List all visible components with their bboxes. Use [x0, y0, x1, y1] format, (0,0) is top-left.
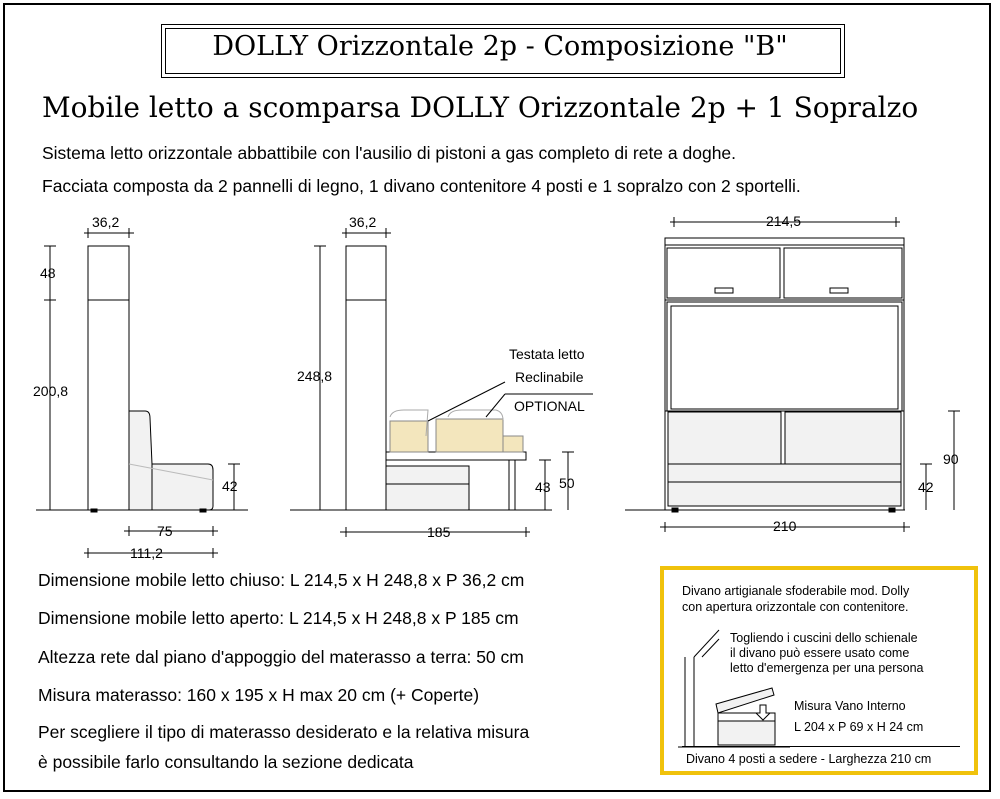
dim-open-depth-total: 185	[427, 524, 451, 540]
info-vano-size: L 204 x P 69 x H 24 cm	[794, 720, 924, 734]
sofa-info-box	[660, 566, 978, 775]
spec-mattress-size: Misura materasso: 160 x 195 x H max 20 cm (+ Coperte)	[38, 685, 480, 705]
spec-bed-height: Altezza rete dal piano d'appoggio del materasso a terra: 50 cm	[38, 647, 524, 667]
dim-open-depth: 36,2	[349, 214, 377, 230]
dim-closed-total-depth: 111,2	[130, 545, 163, 561]
sofa-side-open	[386, 466, 469, 510]
dim-front-width-bottom: 210	[773, 518, 797, 534]
info-note-2: il divano può essere usato come	[730, 646, 910, 660]
page-title: DOLLY Orizzontale 2p - Composizione "B"	[212, 31, 788, 62]
spec-open-size: Dimensione mobile letto aperto: L 214,5 x H 248,8 x P 185 cm	[38, 608, 519, 628]
spec-mattress-note-2: è possibile farlo consultando la sezione dedicata	[38, 752, 414, 772]
dim-closed-sofa-depth: 75	[157, 523, 173, 539]
dim-front-seat-height: 42	[918, 479, 934, 495]
info-note-3: letto d'emergenza per una persona	[730, 661, 924, 675]
dim-closed-top-height: 48	[40, 265, 56, 281]
dim-front-width-top: 214,5	[766, 213, 802, 229]
front-view	[625, 217, 960, 532]
headboard-label-1: Testata letto	[509, 346, 585, 362]
dim-open-height: 248,8	[297, 368, 333, 384]
product-subtitle: Mobile letto a scomparsa DOLLY Orizzontale 2p + 1 Sopralzo	[42, 91, 919, 124]
info-vano-title: Misura Vano Interno	[794, 699, 906, 713]
sofa-side-closed	[129, 411, 213, 510]
info-note-1: Togliendo i cuscini dello schienale	[730, 631, 918, 645]
dim-open-bed-inner: 43	[535, 479, 551, 495]
bed-panel	[667, 302, 902, 411]
sofa-open-sketch	[672, 625, 797, 755]
cabinet-side-open	[346, 246, 386, 510]
cabinet-side-closed	[88, 246, 129, 510]
dim-open-bed-outer: 50	[559, 475, 575, 491]
bed-frame	[386, 452, 526, 460]
info-line-1: Divano artigianale sfoderabile mod. Dolly	[682, 584, 910, 598]
info-footer: Divano 4 posti a sedere - Larghezza 210 cm	[686, 752, 932, 766]
dim-front-back-height: 90	[943, 451, 959, 467]
dim-closed-depth: 36,2	[92, 214, 120, 230]
dim-closed-seat-height: 42	[222, 478, 238, 494]
optional-label: OPTIONAL	[514, 398, 585, 414]
spec-mattress-note-1: Per scegliere il tipo di materasso desiderato e la relativa misura	[38, 722, 530, 742]
dim-closed-body-height: 200,8	[33, 383, 69, 399]
headboard-label-2: Reclinabile	[515, 369, 584, 385]
info-line-2: con apertura orizzontale con contenitore.	[682, 600, 909, 614]
description-line-1: Sistema letto orizzontale abbattibile con l'ausilio di pistoni a gas completo di rete a doghe.	[42, 143, 737, 163]
description-line-2: Facciata composta da 2 pannelli di legno, 1 divano contenitore 4 posti e 1 sopralzo con 2 sportelli.	[42, 176, 801, 196]
info-divider	[682, 746, 960, 747]
spec-closed-size: Dimensione mobile letto chiuso: L 214,5 x H 248,8 x P 36,2 cm	[38, 570, 525, 590]
